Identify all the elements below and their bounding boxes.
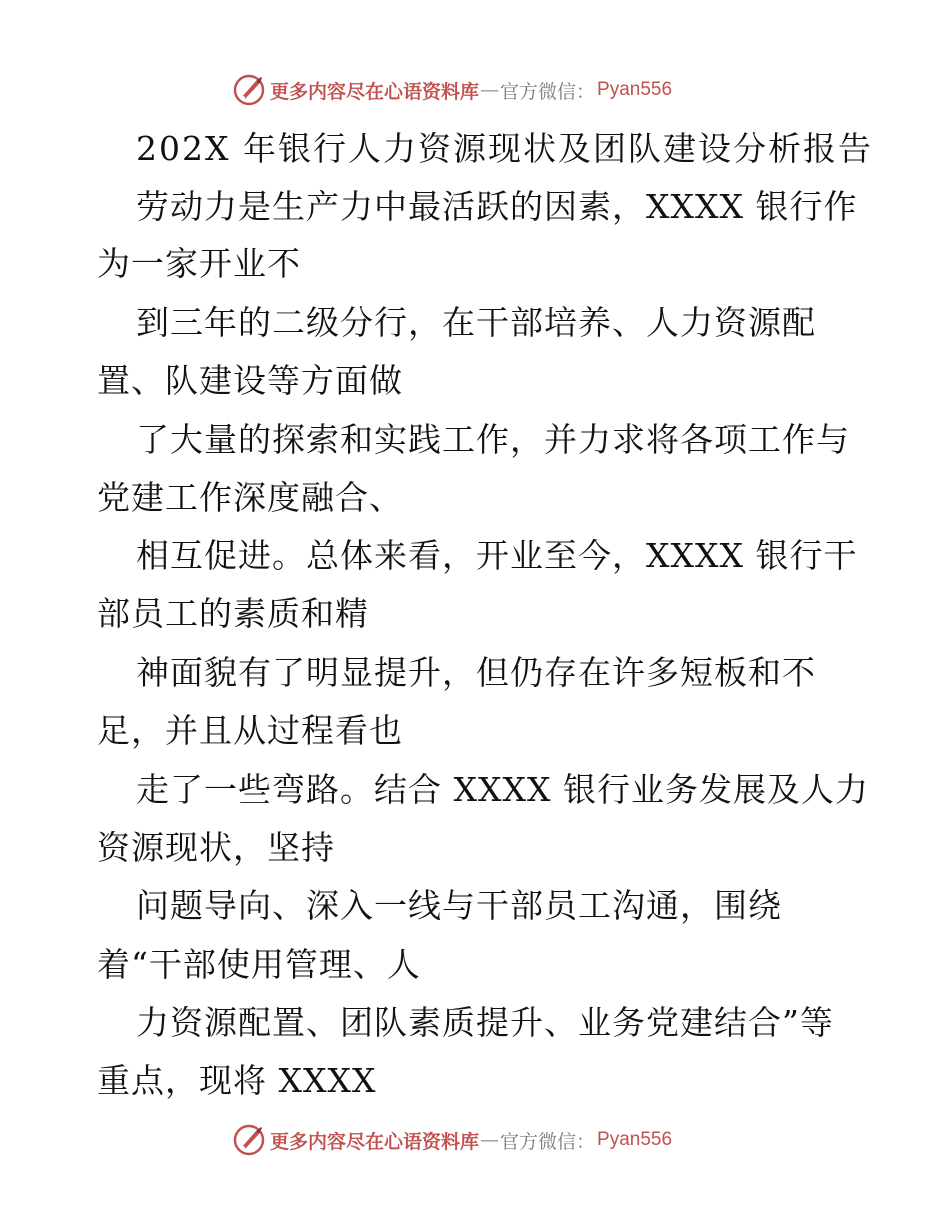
paragraph-line: 党建工作深度融合、 [97, 478, 403, 517]
banner-separator: — [480, 79, 500, 101]
paragraph-line: 部员工的素质和精 [97, 594, 369, 633]
paragraph-line: 相互促进。总体来看，开业至今，XXXX 银行干 [136, 536, 858, 575]
paragraph-line: 到三年的二级分行，在干部培养、人力资源配 [136, 303, 816, 342]
banner-main-text: 更多内容尽在心语资料库 [270, 1130, 480, 1153]
banner-wechat-id: Pyan556 [597, 1129, 673, 1150]
paragraph-line: 重点，现将 XXXX [97, 1061, 377, 1100]
paragraph-line: 为一家开业不 [97, 244, 301, 283]
banner-wechat-label: 官方微信： [500, 1130, 596, 1153]
document-title: 202X 年银行人力资源现状及团队建设分析报告 [136, 129, 873, 168]
paragraph-line: 神面貌有了明显提升，但仍存在许多短板和不 [136, 653, 816, 692]
paragraph-line: 了大量的探索和实践工作，并力求将各项工作与 [136, 420, 850, 459]
paragraph-line: 足，并且从过程看也 [97, 711, 403, 750]
footer-watermark-banner [232, 1120, 672, 1160]
paragraph-line: 走了一些弯路。结合 XXXX 银行业务发展及人力 [136, 770, 869, 809]
banner-wechat-label: 官方微信： [500, 80, 596, 103]
banner-main-text: 更多内容尽在心语资料库 [270, 80, 480, 103]
paragraph-line: 力资源配置、团队素质提升、业务党建结合”等 [136, 1003, 834, 1042]
paragraph-line: 劳动力是生产力中最活跃的因素，XXXX 银行作 [136, 187, 858, 226]
quill-pen-logo-icon [232, 73, 266, 107]
paragraph-line: 问题导向、深入一线与干部员工沟通，围绕 [136, 886, 782, 925]
paragraph-line: 着“干部使用管理、人 [97, 945, 421, 984]
quill-pen-logo-icon [232, 1123, 266, 1157]
paragraph-line: 置、队建设等方面做 [97, 361, 403, 400]
banner-wechat-id: Pyan556 [597, 79, 673, 100]
paragraph-line: 资源现状，坚持 [97, 828, 335, 867]
header-watermark-banner [232, 70, 672, 110]
banner-separator: — [480, 1129, 500, 1151]
